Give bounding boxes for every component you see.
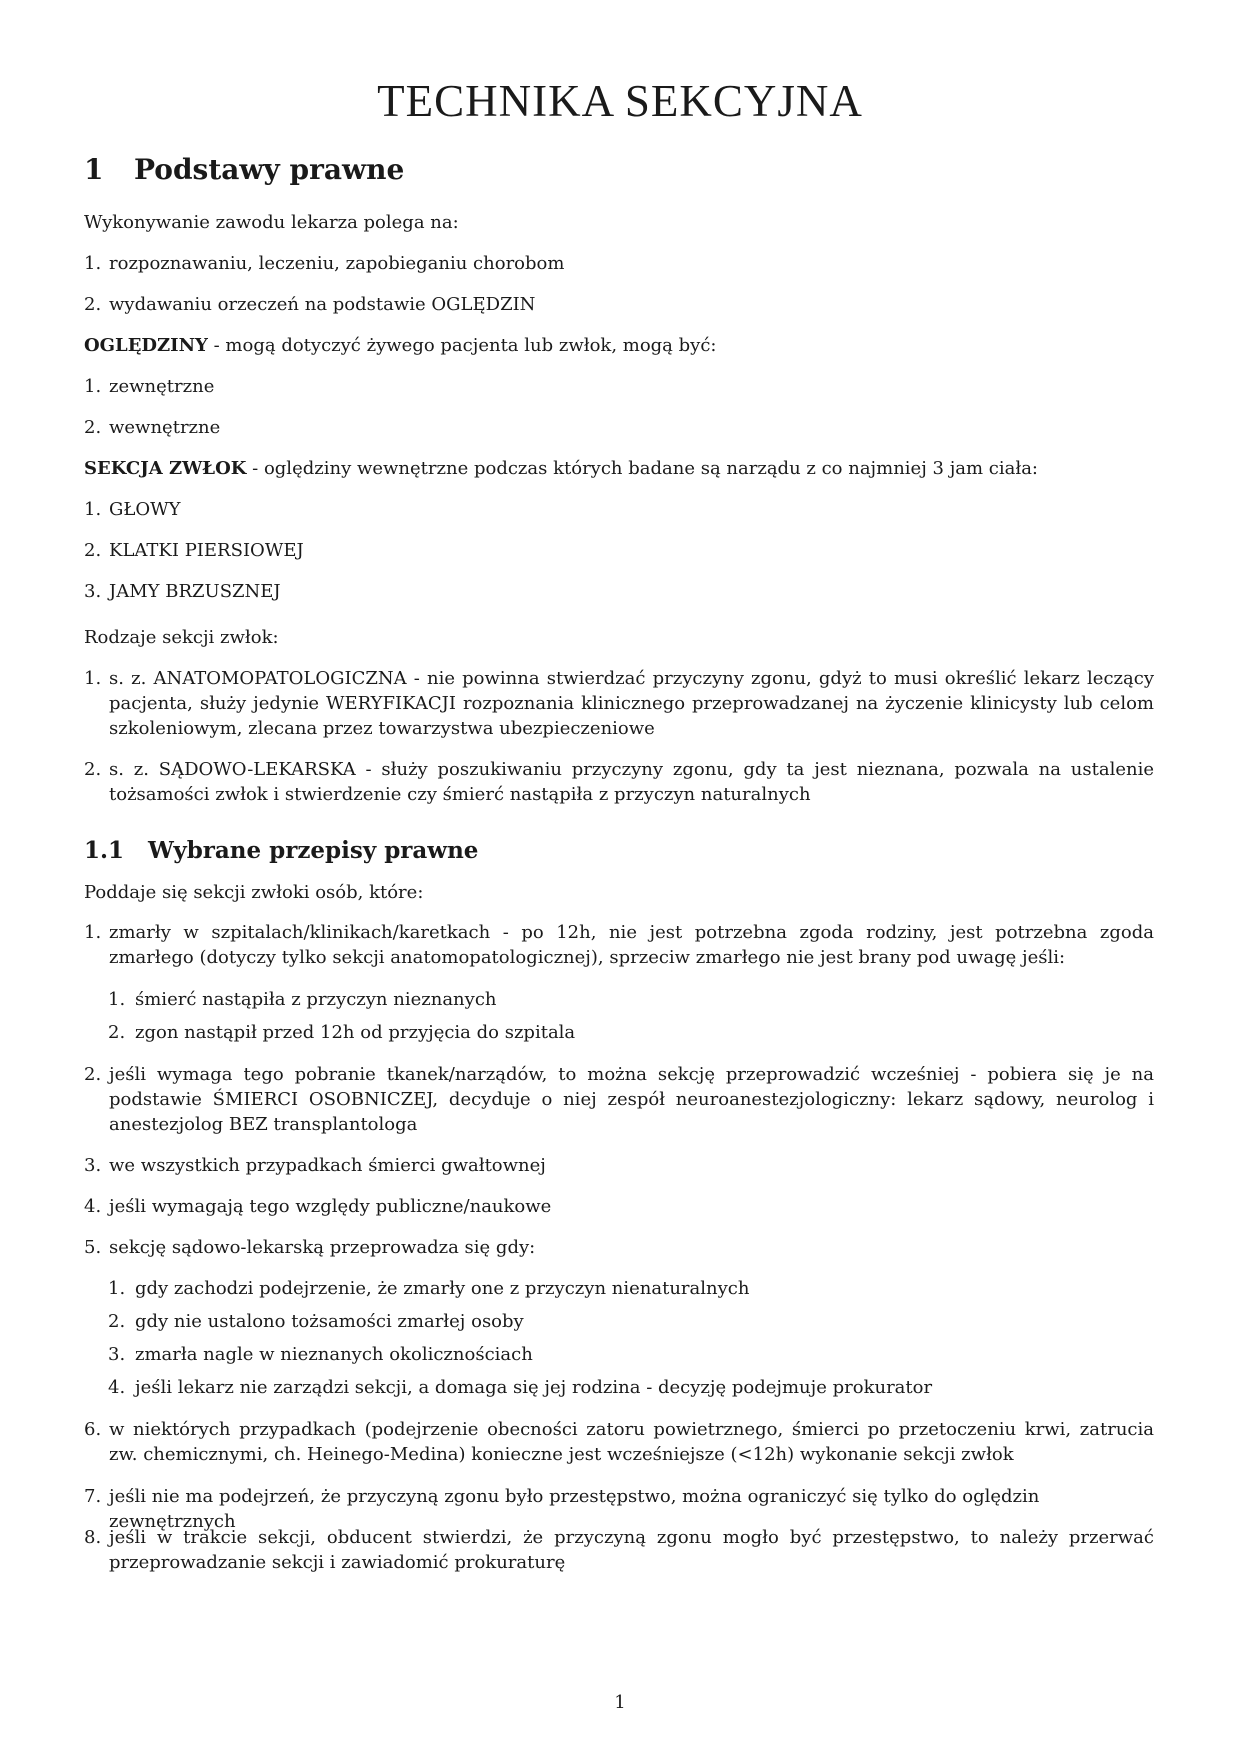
sekcja-term: SEKCJA ZWŁOK bbox=[84, 458, 247, 479]
section-1-1-intro: Poddaje się sekcji zwłoki osób, które: bbox=[84, 882, 424, 903]
list-item: 3. we wszystkich przypadkach śmierci gwałtownej bbox=[84, 1155, 546, 1176]
section-1-heading bbox=[84, 152, 404, 188]
list-item: 6. w niektórych przypadkach (podejrzenie obecności zatoru powietrznego, śmierci po przetoczeniu krwi, zatrucia zw. chemicznymi, ch. Heinego-Medina) konieczne jest wcześniejsze (<12h) wykonanie sekcji zwłok bbox=[84, 1419, 1154, 1465]
kinds-intro: Rodzaje sekcji zwłok: bbox=[84, 627, 279, 648]
ogledziny-definition: OGLĘDZINY - mogą dotyczyć żywego pacjenta lub zwłok, mogą być: bbox=[84, 335, 717, 356]
section-1-1-heading bbox=[84, 836, 478, 866]
list-item: 2. wydawaniu orzeczeń na podstawie OGLĘDZIN bbox=[84, 294, 536, 315]
sub-list-item: 2. gdy nie ustalono tożsamości zmarłej osoby bbox=[108, 1311, 524, 1332]
list-item: 2. s. z. SĄDOWO-LEKARSKA - służy poszukiwaniu przyczyny zgonu, gdy ta jest nieznana, pozwala na ustalenie tożsamości zwłok i stwierdzenie czy śmierć nastąpiła z przyczyn naturalnych bbox=[84, 759, 1154, 805]
ogledziny-term: OGLĘDZINY bbox=[84, 335, 208, 356]
sub-list-item: 4. jeśli lekarz nie zarządzi sekcji, a domaga się jej rodzina - decyzję podejmuje prokurator bbox=[108, 1377, 933, 1398]
document-title: TECHNIKA SEKCYJNA bbox=[377, 76, 863, 126]
sub-list-item: 1. gdy zachodzi podejrzenie, że zmarły one z przyczyn nienaturalnych bbox=[108, 1278, 750, 1299]
sub-list-item: 3. zmarła nagle w nieznanych okolicznościach bbox=[108, 1344, 533, 1365]
list-item: 2. KLATKI PIERSIOWEJ bbox=[84, 540, 304, 561]
list-item: 2. jeśli wymaga tego pobranie tkanek/narządów, to można sekcję przeprowadzić wcześniej - pobiera się je na podstawie ŚMIERCI OSOBNICZEJ, decyduje o niej zespół neuroanestezjologiczny: lekarz sądowy, neurolog i anestezjolog BEZ transplantologa bbox=[84, 1064, 1154, 1135]
list-item: 1. s. z. ANATOMOPATOLOGICZNA - nie powinna stwierdzać przyczyny zgonu, gdyż to musi określić lekarz leczący pacjenta, służy jedynie WERYFIKACJI rozpoznania klinicznego przeprowadzanej na życzenie klinicysty lub celom szkoleniowym, zlecana przez towarzystwa ubezpieczeniowe bbox=[84, 668, 1154, 739]
sekcja-definition: SEKCJA ZWŁOK - oględziny wewnętrzne podczas których badane są narządu z co najmniej 3 jam ciała: bbox=[84, 458, 1038, 479]
sub-list-item: 1. śmierć nastąpiła z przyczyn nieznanych bbox=[108, 989, 497, 1010]
sub-list-item: 2. zgon nastąpił przed 12h od przyjęcia do szpitala bbox=[108, 1022, 576, 1043]
section-1-1-title: Wybrane przepisy prawne bbox=[148, 837, 479, 864]
page-number: 1 bbox=[614, 1692, 626, 1713]
list-item: 5. sekcję sądowo-lekarską przeprowadza się gdy: bbox=[84, 1237, 536, 1258]
section-1-1-number: 1.1 bbox=[84, 837, 125, 864]
list-item: 1. zmarły w szpitalach/klinikach/karetkach - po 12h, nie jest potrzebna zgoda rodziny, jest potrzebna zgoda zmarłego (dotyczy tylko sekcji anatomopatologicznej), sprzeciw zmarłego nie jest brany pod uwagę jeśli: bbox=[84, 922, 1154, 968]
section-1-number: 1 bbox=[84, 153, 104, 186]
list-item: 3. JAMY BRZUSZNEJ bbox=[84, 581, 281, 602]
section-1-title: Podstawy prawne bbox=[134, 153, 405, 186]
list-item: 8. jeśli w trakcie sekcji, obducent stwierdzi, że przyczyną zgonu mogło być przestępstwo, to należy przerwać przeprowadzanie sekcji i zawiadomić prokuraturę bbox=[84, 1527, 1154, 1573]
list-item: 1. GŁOWY bbox=[84, 499, 181, 520]
list-item: 2. wewnętrzne bbox=[84, 417, 221, 438]
list-item: 4. jeśli wymagają tego względy publiczne/naukowe bbox=[84, 1196, 552, 1217]
intro-paragraph: Wykonywanie zawodu lekarza polega na: bbox=[84, 212, 459, 233]
list-item: 1. rozpoznawaniu, leczeniu, zapobieganiu chorobom bbox=[84, 253, 565, 274]
list-item: 7. jeśli nie ma podejrzeń, że przyczyną zgonu było przestępstwo, można ograniczyć się tylko do oględzin zewnętrznych bbox=[84, 1486, 1040, 1532]
list-item: 1. zewnętrzne bbox=[84, 376, 215, 397]
